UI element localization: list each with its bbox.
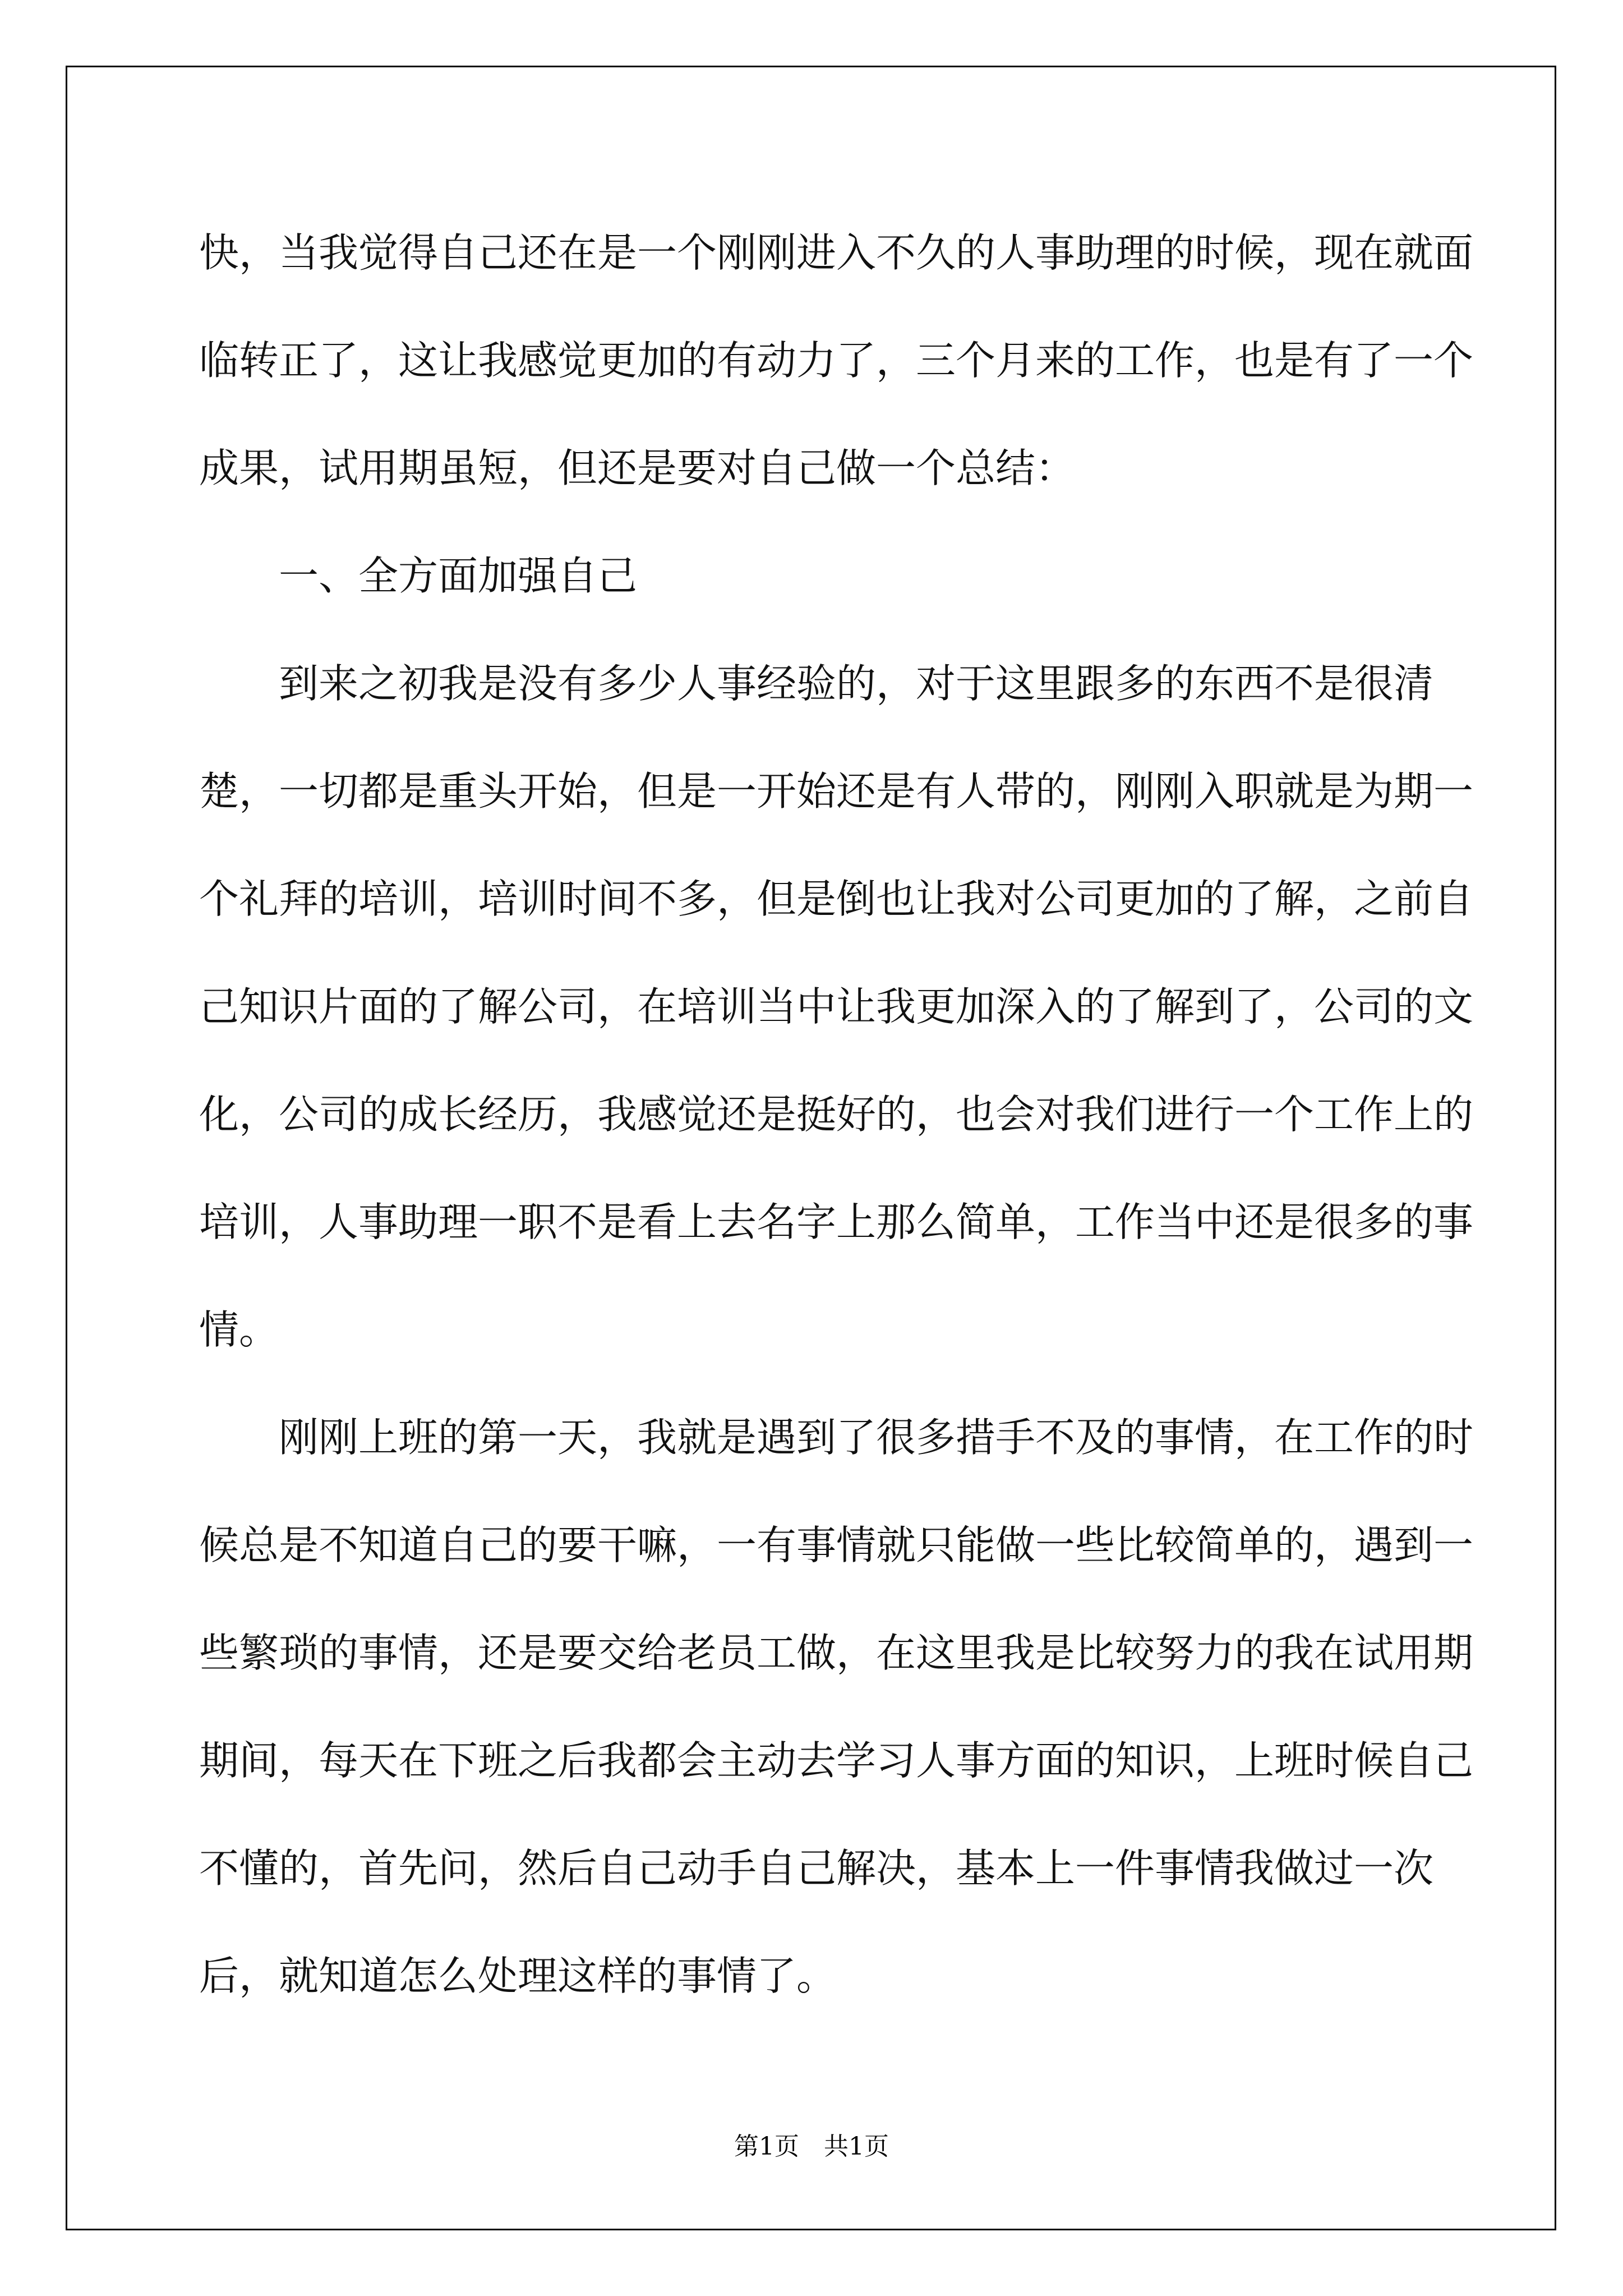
page-number-footer: 第1页 共1页 [734,2132,889,2161]
paragraph-intro: 快，当我觉得自己还在是一个刚刚进入不久的人事助理的时候，现在就面临转正了，这让我感觉更加的有动力了，三个月来的工作，也是有了一个成果，试用期虽短，但还是要对自己做一个总结： [199,229,1474,491]
paragraph-training: 到来之初我是没有多少人事经验的，对于这里跟多的东西不是很清楚，一切都是重头开始，但是一开始还是有人带的，刚刚入职就是为期一个礼拜的培训，培训时间不多，但是倒也让我对公司更加的了解，之前自己知识片面的了解公司，在培训当中让我更加深入的了解到了，公司的文化，公司的成长经历，我感觉还是挺好的，也会对我们进行一个工作上的培训，人事助理一职不是看上去名字上那么简单，工作当中还是很多的事情。 [199,660,1474,1353]
section-heading: 一、全方面加强自己 [279,553,638,599]
paragraph-first-day: 刚刚上班的第一天，我就是遇到了很多措手不及的事情，在工作的时候总是不知道自己的要干嘛，一有事情就只能做一些比较简单的，遇到一些繁琐的事情，还是要交给老员工做，在这里我是比较努力的我在试用期期间，每天在下班之后我都会主动去学习人事方面的知识，上班时候自己不懂的，首先问，然后自己动手自己解决，基本上一件事情我做过一次后，就知道怎么处理这样的事情了。 [199,1414,1474,1999]
document-body [199,199,1489,2030]
